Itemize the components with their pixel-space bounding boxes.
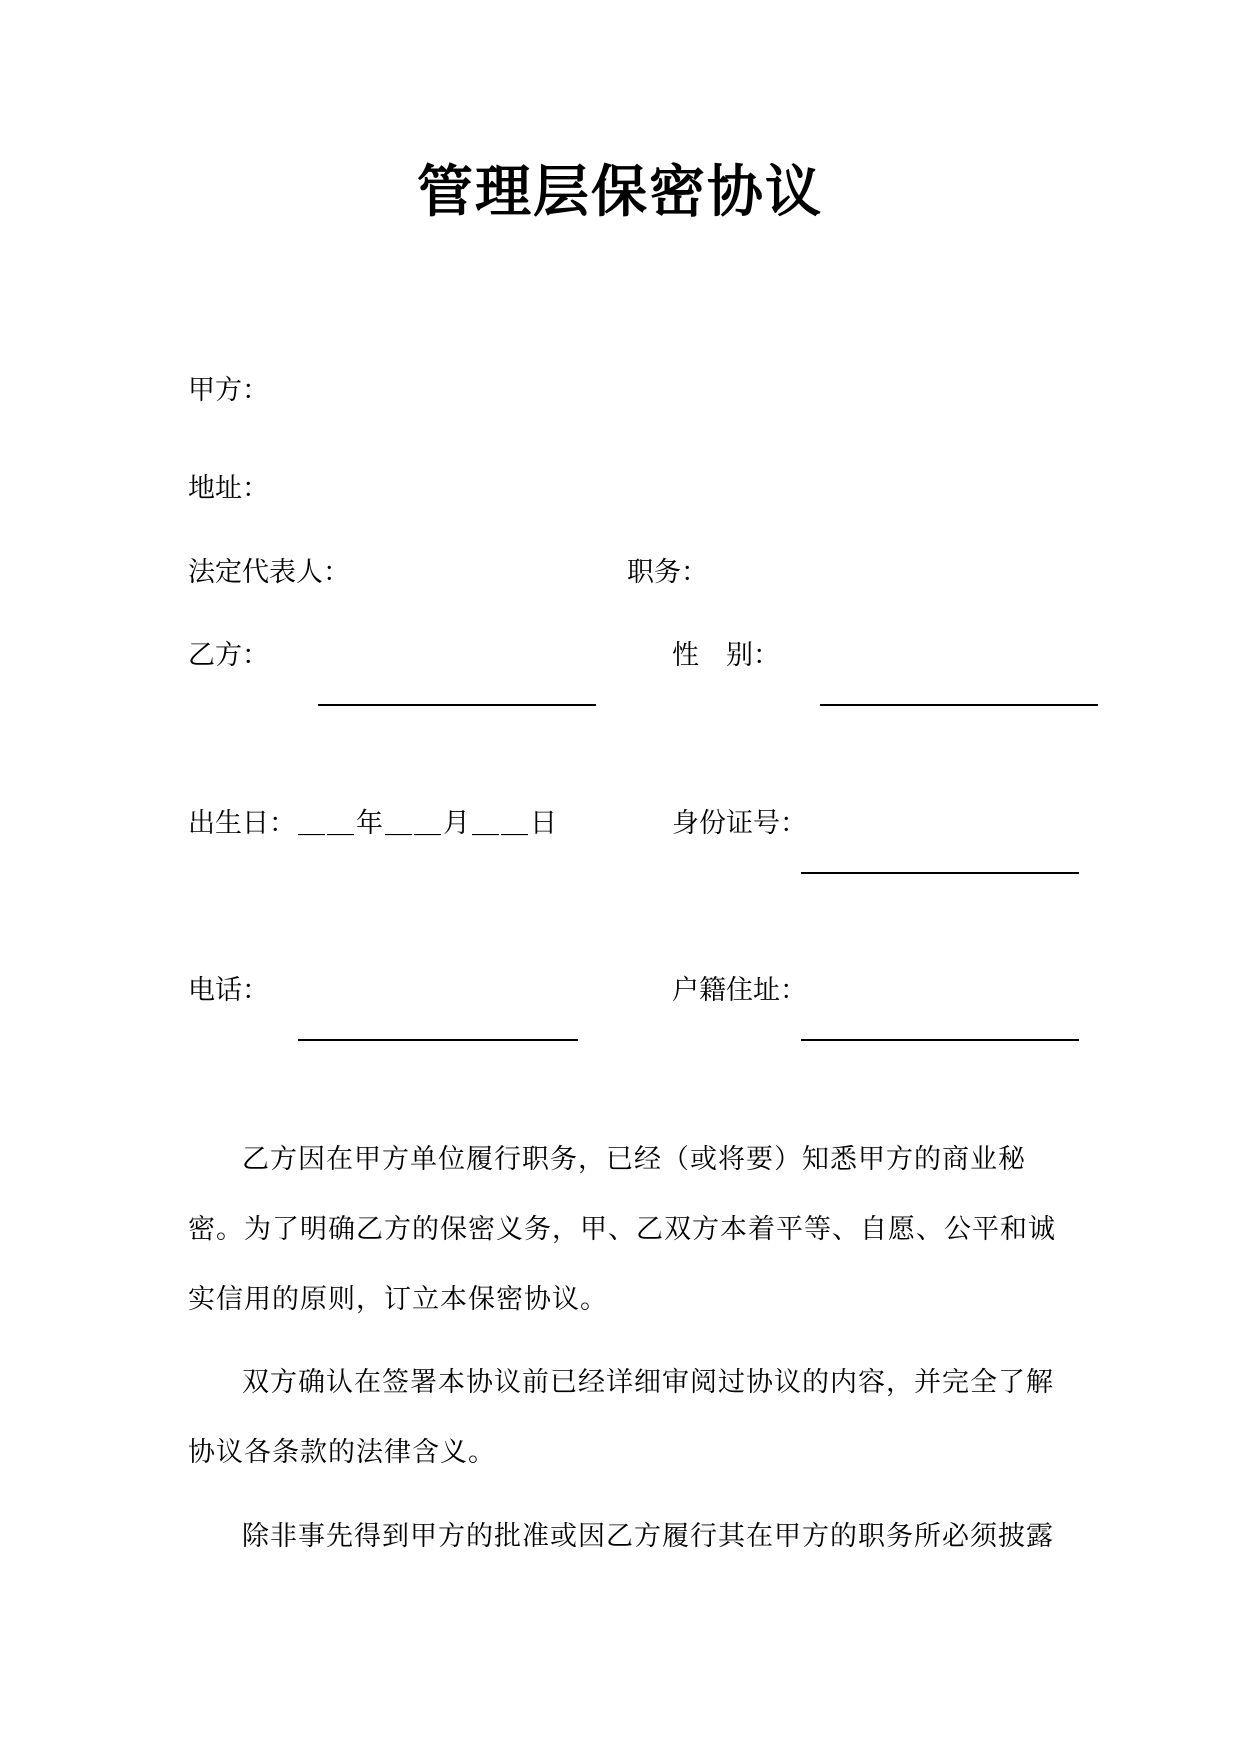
id-number-underline	[801, 872, 1079, 874]
paragraph-1: 乙方因在甲方单位履行职务，已经（或将要）知悉甲方的商业秘密。为了明确乙方的保密义务，甲、乙双方本着平等、自愿、公平和诚实信用的原则，订立本保密协议。	[188, 1144, 1056, 1315]
address-label: 地址：	[188, 473, 269, 504]
gender-underline	[820, 704, 1098, 706]
party-b-underline	[318, 704, 596, 706]
paragraph-3: 除非事先得到甲方的批准或因乙方履行其在甲方的职务所必须披露	[242, 1521, 1054, 1552]
gender-label: 性 别：	[672, 640, 780, 671]
party-b-label: 乙方：	[188, 640, 269, 671]
household-address-label: 户籍住址：	[672, 975, 807, 1006]
legal-representative-label: 法定代表人：	[188, 557, 350, 588]
party-a-label: 甲方：	[188, 375, 269, 406]
id-number-label: 身份证号：	[672, 808, 807, 839]
birthday-pattern: ＿＿年＿＿月＿＿日	[298, 808, 559, 839]
phone-underline	[298, 1039, 578, 1041]
birthday-label: 出生日：	[188, 808, 296, 839]
household-address-underline	[801, 1039, 1079, 1041]
paragraph-2: 双方确认在签署本协议前已经详细审阅过协议的内容，并完全了解协议各条款的法律含义。	[188, 1367, 1054, 1468]
document-title: 管理层保密协议	[417, 160, 823, 225]
phone-label: 电话：	[188, 975, 269, 1006]
position-label: 职务：	[627, 557, 708, 588]
